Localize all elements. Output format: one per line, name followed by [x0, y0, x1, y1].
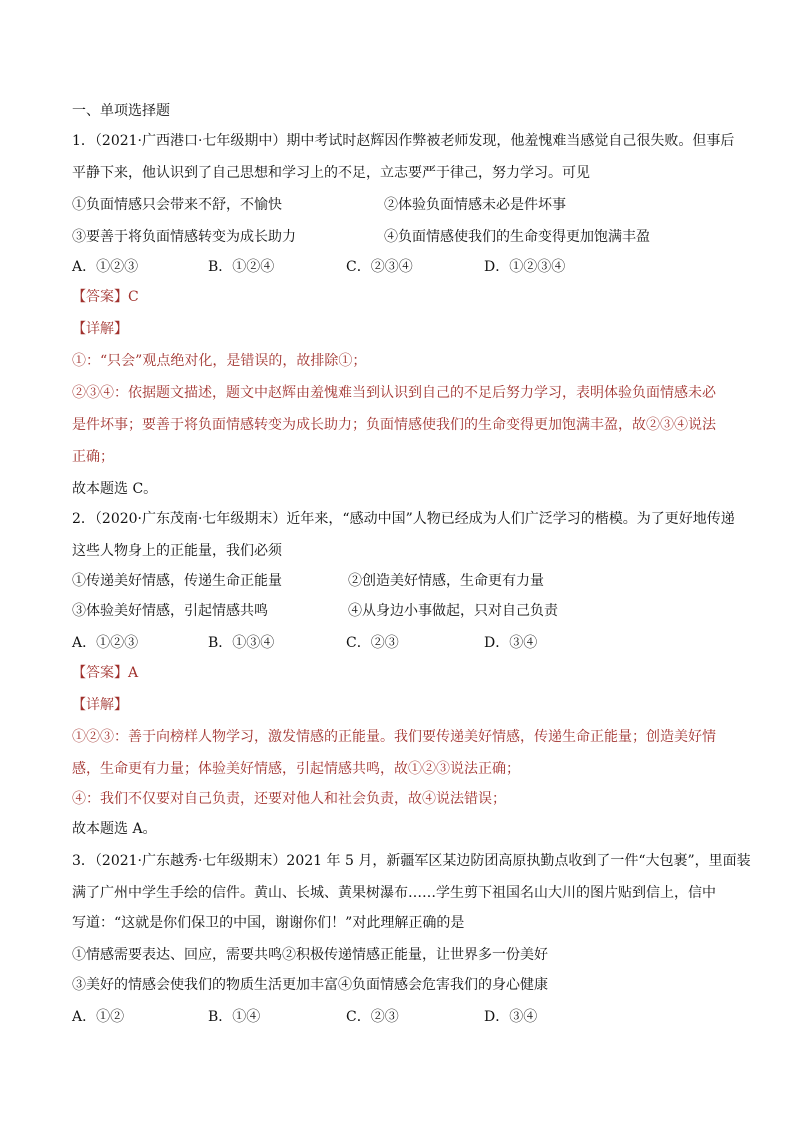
q2-choice-c: C．②③ [346, 635, 399, 651]
q1-stem-line-2: 平静下来，他认识到了自己思想和学习上的不足，立志要严于律己，努力学习。可见 [72, 165, 590, 181]
q3-stem-line-2: 满了广州中学生手绘的信件。黄山、长城、黄果树瀑布……学生剪下祖国名山大川的图片贴到信上，信中 [72, 885, 716, 901]
q1-detail-4: 正确； [72, 449, 114, 465]
q2-statement-1: ①传递美好情感，传递生命正能量 [72, 573, 282, 589]
q2-detail-label: 【详解】 [72, 697, 128, 713]
q1-statement-3: ③要善于将负面情感转变为成长助力 [72, 229, 296, 245]
q3-choice-d: D．③④ [484, 1009, 538, 1025]
q2-choice-d: D．③④ [484, 635, 538, 651]
q2-statement-2: ②创造美好情感，生命更有力量 [348, 573, 544, 589]
q1-detail-2: ②③④：依据题文描述，题文中赵辉由羞愧难当到认识到自己的不足后努力学习，表明体验负面情感未必 [72, 385, 716, 401]
q3-stem-line-3: 写道：“这就是你们保卫的中国，谢谢你们！”对此理解正确的是 [72, 915, 465, 931]
q1-detail-label: 【详解】 [72, 321, 128, 337]
q2-choice-a: A．①②③ [72, 635, 139, 651]
section-title: 一、单项选择题 [72, 103, 170, 119]
q1-stem-line-1: 1．（2021·广西港口·七年级期中）期中考试时赵辉因作弊被老师发现，他羞愧难当感觉自己很失败。但事后 [72, 133, 735, 149]
q1-statement-4: ④负面情感使我们的生命变得更加饱满丰盈 [384, 229, 650, 245]
q1-choice-a: A．①②③ [72, 259, 139, 275]
q1-choice-c: C．②③④ [346, 259, 413, 275]
q3-choice-b: B．①④ [208, 1009, 261, 1025]
q2-detail-1: ①②③：善于向榜样人物学习，激发情感的正能量。我们要传递美好情感，传递生命正能量；创造美好情 [72, 729, 716, 745]
q2-answer: 【答案】A [72, 665, 139, 681]
q2-detail-3: ④：我们不仅要对自己负责，还要对他人和社会负责，故④说法错误； [72, 791, 506, 807]
q2-statement-4: ④从身边小事做起，只对自己负责 [348, 603, 558, 619]
q2-choice-b: B．①③④ [208, 635, 275, 651]
q3-statements-3-4: ③美好的情感会使我们的物质生活更加丰富④负面情感会危害我们的身心健康 [72, 977, 548, 993]
q1-choice-d: D．①②③④ [484, 259, 566, 275]
q3-statements-1-2: ①情感需要表达、回应，需要共鸣②积极传递情感正能量，让世界多一份美好 [72, 947, 548, 963]
q3-choice-c: C．②③ [346, 1009, 399, 1025]
q1-detail-1: ①：“只会”观点绝对化，是错误的，故排除①； [72, 353, 367, 369]
q2-statement-3: ③体验美好情感，引起情感共鸣 [72, 603, 268, 619]
q3-stem-line-1: 3．（2021·广东越秀·七年级期末）2021 年 5 月，新疆军区某边防团高原执勤点收到了一件“大包裹”，里面装 [72, 853, 751, 869]
q2-stem-line-1: 2．（2020·广东茂南·七年级期末）近年来，“感动中国”人物已经成为人们广泛学习的楷模。为了更好地传递 [72, 511, 735, 527]
q1-statement-1: ①负面情感只会带来不舒，不愉快 [72, 197, 282, 213]
q1-conclusion: 故本题选 C。 [72, 481, 158, 497]
q2-stem-line-2: 这些人物身上的正能量，我们必须 [72, 543, 282, 559]
q1-answer: 【答案】C [72, 289, 139, 305]
q2-detail-2: 感，生命更有力量；体验美好情感，引起情感共鸣，故①②③说法正确； [72, 761, 520, 777]
q3-choice-a: A．①② [72, 1009, 125, 1025]
q1-choice-b: B．①②④ [208, 259, 275, 275]
q1-detail-3: 是件坏事；要善于将负面情感转变为成长助力；负面情感使我们的生命变得更加饱满丰盈，故②③④说法 [72, 417, 716, 433]
q2-conclusion: 故本题选 A。 [72, 821, 157, 837]
q1-statement-2: ②体验负面情感未必是件坏事 [384, 197, 566, 213]
